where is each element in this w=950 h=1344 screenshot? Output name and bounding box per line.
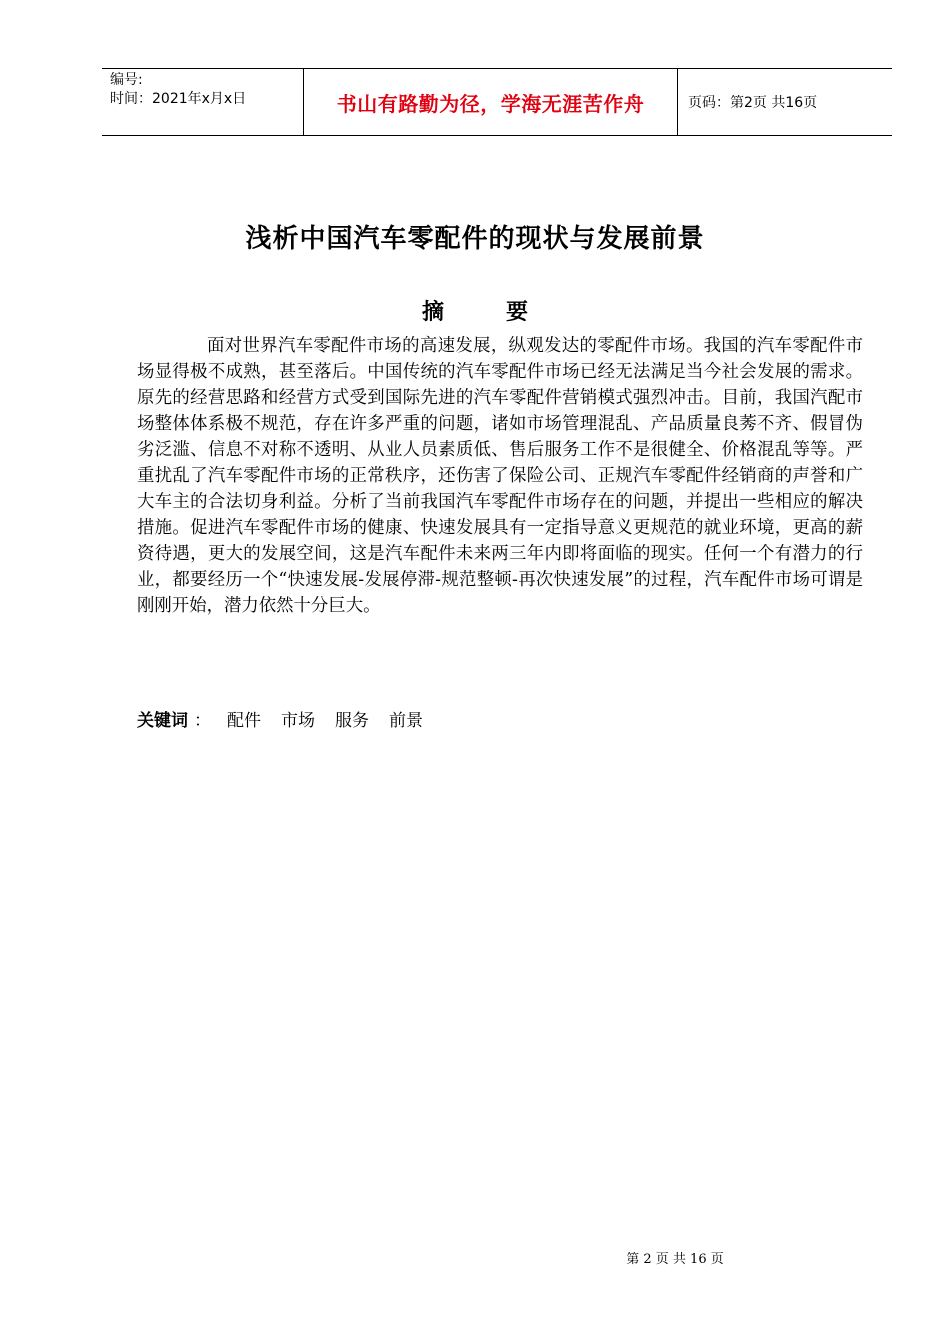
header-table	[102, 68, 892, 136]
abstract-heading-right: 要	[506, 300, 529, 325]
serial-number-label: 编号:	[110, 72, 143, 88]
header-page-cell	[678, 69, 892, 135]
keywords-line	[137, 706, 443, 731]
motto-text: 书山有路勤为径，学海无涯苦作舟	[336, 91, 645, 116]
page-title: 浅析中国汽车零配件的现状与发展前景	[245, 224, 705, 254]
keyword-item: 服务	[335, 711, 369, 731]
abstract-heading	[0, 295, 950, 326]
header-meta-cell	[102, 69, 304, 135]
date-line: 时间：2021年x月x日	[110, 91, 247, 107]
keywords-label: 关键词	[137, 711, 188, 731]
header-motto-cell	[304, 69, 678, 135]
keyword-item: 前景	[389, 711, 423, 731]
keywords-colon: ：	[194, 711, 211, 731]
keyword-item: 市场	[281, 711, 315, 731]
keyword-item: 配件	[227, 711, 261, 731]
abstract-heading-left: 摘	[421, 300, 444, 325]
header-page-info: 页码：第2页 共16页	[688, 95, 818, 111]
abstract-body: 面对世界汽车零配件市场的高速发展，纵观发达的零配件市场。我国的汽车零配件市场显得极不成熟，甚至落后。中国传统的汽车零配件市场已经无法满足当今社会发展的需求。原先的经营思路和经营方式受到国际先进的汽车零配件营销模式强烈冲击。目前，我国汽配市场整体体系极不规范，存在许多严重的问题，诸如市场管理混乱、产品质量良莠不齐、假冒伪劣泛滥、信息不对称不透明、从业人员素质低、售后服务工作不是很健全、价格混乱等等。严重扰乱了汽车零配件市场的正常秩序，还伤害了保险公司、正规汽车零配件经销商的声誉和广大车主的合法切身利益。分析了当前我国汽车零配件市场存在的问题，并提出一些相应的解决措施。促进汽车零配件市场的健康、快速发展具有一定指导意义更规范的就业环境，更高的薪资待遇，更大的发展空间，这是汽车配件未来两三年内即将面临的现实。任何一个有潜力的行业，都要经历一个“快速发展-发展停滞-规范整顿-再次快速发展”的过程，汽车配件市场可谓是刚刚开始，潜力依然十分巨大。	[137, 336, 863, 616]
footer-page-number: 第 2 页 共 16 页	[626, 1252, 724, 1267]
